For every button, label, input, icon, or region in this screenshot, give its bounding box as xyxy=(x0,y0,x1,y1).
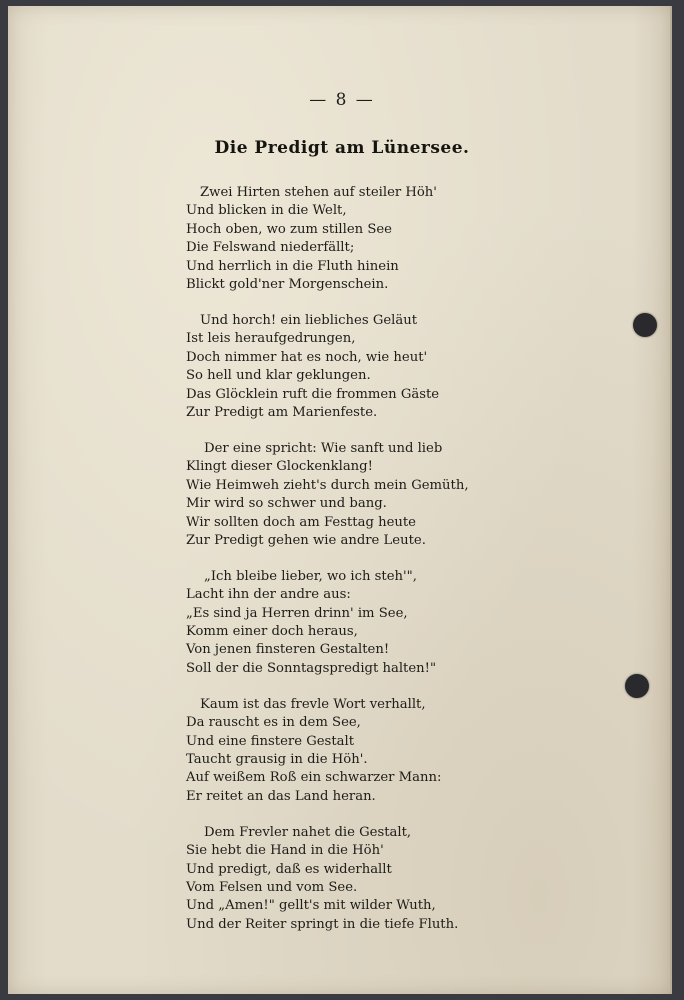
poem-line: Und predigt, daß es widerhallt xyxy=(186,861,392,877)
poem-body xyxy=(186,184,486,952)
poem-line: „Ich bleibe lieber, wo ich steh'", xyxy=(204,568,417,584)
page-number: — 8 — xyxy=(309,90,375,110)
punch-hole xyxy=(625,674,649,698)
poem-line: Hoch oben, wo zum stillen See xyxy=(186,221,392,237)
poem-line: „Es sind ja Herren drinn' im See, xyxy=(186,605,408,621)
poem-line: Komm einer doch heraus, xyxy=(186,624,358,640)
poem-line: Zwei Hirten stehen auf steiler Höh' xyxy=(200,185,437,200)
poem-line: Er reitet an das Land heran. xyxy=(186,788,376,804)
poem-line: Klingt dieser Glockenklang! xyxy=(186,459,373,475)
poem-line: Da rauscht es in dem See, xyxy=(186,715,361,731)
poem-line: Zur Predigt gehen wie andre Leute. xyxy=(186,532,426,548)
punch-hole xyxy=(633,313,657,337)
poem-line: Die Felswand niederfällt; xyxy=(186,240,355,256)
poem-line: So hell und klar geklungen. xyxy=(186,368,371,384)
poem-line: Vom Felsen und vom See. xyxy=(186,879,358,895)
poem-line: Und herrlich in die Fluth hinein xyxy=(186,258,399,274)
poem-line: Kaum ist das frevle Wort verhallt, xyxy=(200,696,426,712)
poem-line: Wie Heimweh zieht's durch mein Gemüth, xyxy=(186,477,469,493)
poem-line: Zur Predigt am Marienfeste. xyxy=(186,404,378,420)
poem-line: Von jenen finsteren Gestalten! xyxy=(186,642,390,658)
poem-line: Dem Frevler nahet die Gestalt, xyxy=(204,824,412,840)
stanza-2 xyxy=(186,312,486,422)
poem-line: Und blicken in die Welt, xyxy=(186,203,347,219)
poem-line: Und „Amen!" gellt's mit wilder Wuth, xyxy=(186,898,436,914)
poem-line: Sie hebt die Hand in die Höh' xyxy=(186,843,384,859)
stanza-3 xyxy=(186,440,486,550)
poem-line: Lacht ihn der andre aus: xyxy=(186,587,351,603)
poem-line: Der eine spricht: Wie sanft und lieb xyxy=(204,440,443,456)
poem-line: Und eine finstere Gestalt xyxy=(186,733,354,749)
poem-line: Ist leis heraufgedrungen, xyxy=(186,331,356,347)
stanza-4 xyxy=(186,568,486,678)
stanza-1 xyxy=(186,184,486,294)
stanza-6 xyxy=(186,824,486,934)
poem-line: Auf weißem Roß ein schwarzer Mann: xyxy=(186,770,442,786)
poem-line: Doch nimmer hat es noch, wie heut' xyxy=(186,349,428,365)
poem-line: Soll der die Sonntagspredigt halten!" xyxy=(186,660,437,676)
poem-line: Mir wird so schwer und bang. xyxy=(186,496,387,512)
poem-line: Taucht grausig in die Höh'. xyxy=(186,751,368,767)
poem-title: Die Predigt am Lünersee. xyxy=(214,138,470,158)
poem-line: Blickt gold'ner Morgenschein. xyxy=(186,277,389,293)
poem-line: Wir sollten doch am Festtag heute xyxy=(186,514,416,530)
poem-line: Das Glöcklein ruft die frommen Gäste xyxy=(186,386,440,402)
stanza-5 xyxy=(186,696,486,806)
poem-line: Und der Reiter springt in die tiefe Fluth. xyxy=(186,916,459,932)
poem-line: Und horch! ein liebliches Geläut xyxy=(200,312,418,328)
